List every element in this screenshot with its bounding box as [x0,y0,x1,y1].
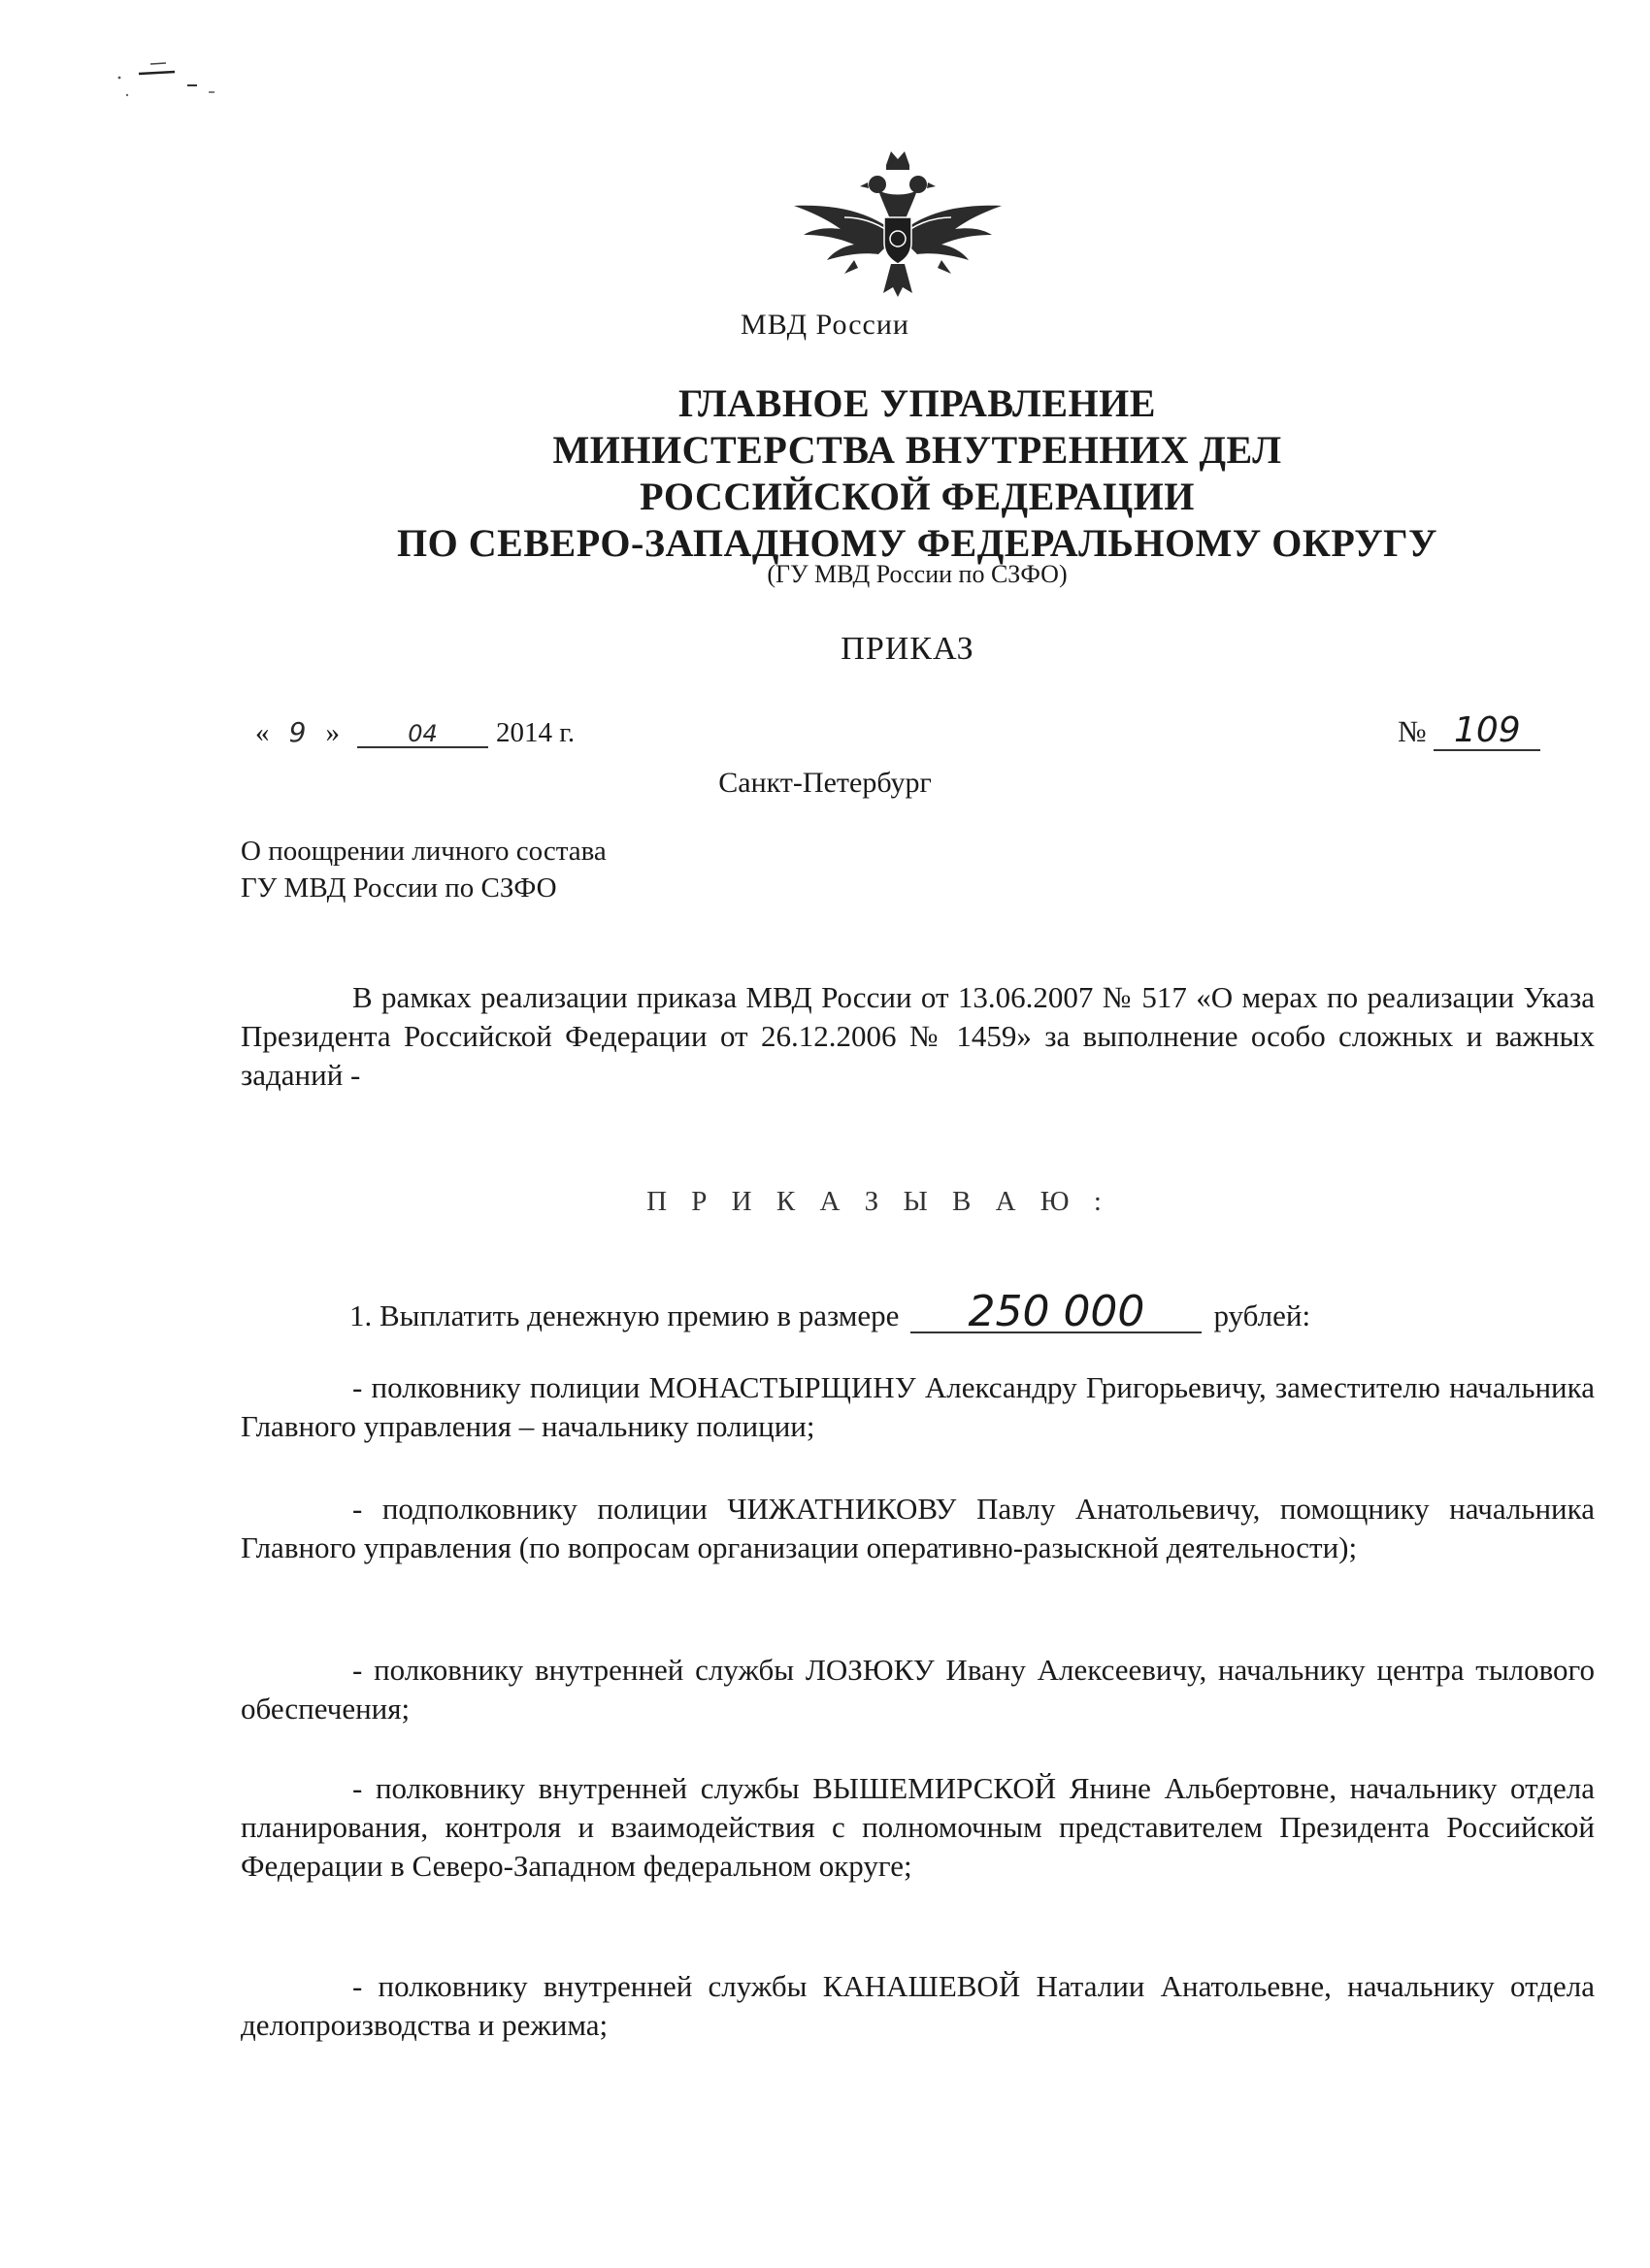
date-month: 04 [357,721,488,748]
number-value: 109 [1434,712,1540,751]
intro-paragraph: В рамках реализации приказа МВД России от 13.06.2007 № 517 «О мерах по реализации Указа Президента Российской Федерации от 26.12.2006 № 1459» за выполнение особо сложных и важных заданий - [241,980,1595,1092]
agency-title-line-1: ГЛАВНОЕ УПРАВЛЕНИЕ [678,381,1156,425]
ministry-name: МВД России [741,309,909,341]
subject-line-1: О поощрении личного состава [241,836,607,867]
recipient-paragraph: - полковнику полиции МОНАСТЫРЩИНУ Александру Григорьевичу, заместителю начальника Главного управления – начальнику полиции; [241,1370,1595,1443]
agency-abbreviation: (ГУ МВД России по СЗФО) [767,560,1068,588]
order-number [1398,712,1540,751]
date-open-quote: « [255,717,270,748]
item-1-prefix: 1. Выплатить денежную премию в размере [349,1298,900,1332]
bonus-amount: 250 000 [910,1293,1202,1333]
recipient-paragraph: - полковнику внутренней службы КАНАШЕВОЙ Наталии Анатольевне, начальнику отдела делопроизводства и режима; [241,1969,1595,2042]
item-1-suffix: рублей: [1213,1298,1311,1332]
double-headed-eagle-emblem-icon [786,146,1009,301]
item-1 [349,1287,1311,1336]
order-title: ПРИКАЗ [841,631,974,667]
subject-line-2: ГУ МВД России по СЗФО [241,872,557,904]
number-label: № [1398,714,1427,748]
agency-title-line-2: МИНИСТЕРСТВА ВНУТРЕННИХ ДЕЛ [552,428,1282,472]
corner-marks-icon [73,56,238,115]
date-day: 9 [288,716,307,748]
recipient-paragraph: - полковнику внутренней службы ВЫШЕМИРСКОЙ Янине Альбертовне, начальнику отдела планирования, контроля и взаимодействия с полномочным представителем Президента Российской Федерации в Северо-Западном федеральном округе; [241,1771,1595,1883]
recipient-paragraph: - подполковнику полиции ЧИЖАТНИКОВУ Павлу Анатольевичу, помощнику начальника Главного управления (по вопросам организации оперативно-разыскной деятельности); [241,1492,1595,1564]
agency-title-line-3: РОССИЙСКОЙ ФЕДЕРАЦИИ [640,475,1195,518]
order-subject [241,833,607,906]
date-year: 2014 г. [496,717,576,748]
date-close-quote: » [325,717,340,748]
recipient-paragraph: - полковнику внутренней службы ЛОЗЮКУ Ивану Алексеевичу, начальнику центра тылового обеспечения; [241,1653,1595,1726]
agency-title-line-4: ПО СЕВЕРО-ЗАПАДНОМУ ФЕДЕРАЛЬНОМУ ОКРУГУ [397,521,1437,565]
order-date [255,716,575,749]
decree-word: П Р И К А З Ы В А Ю : [646,1186,1110,1217]
city: Санкт-Петербург [718,767,932,799]
